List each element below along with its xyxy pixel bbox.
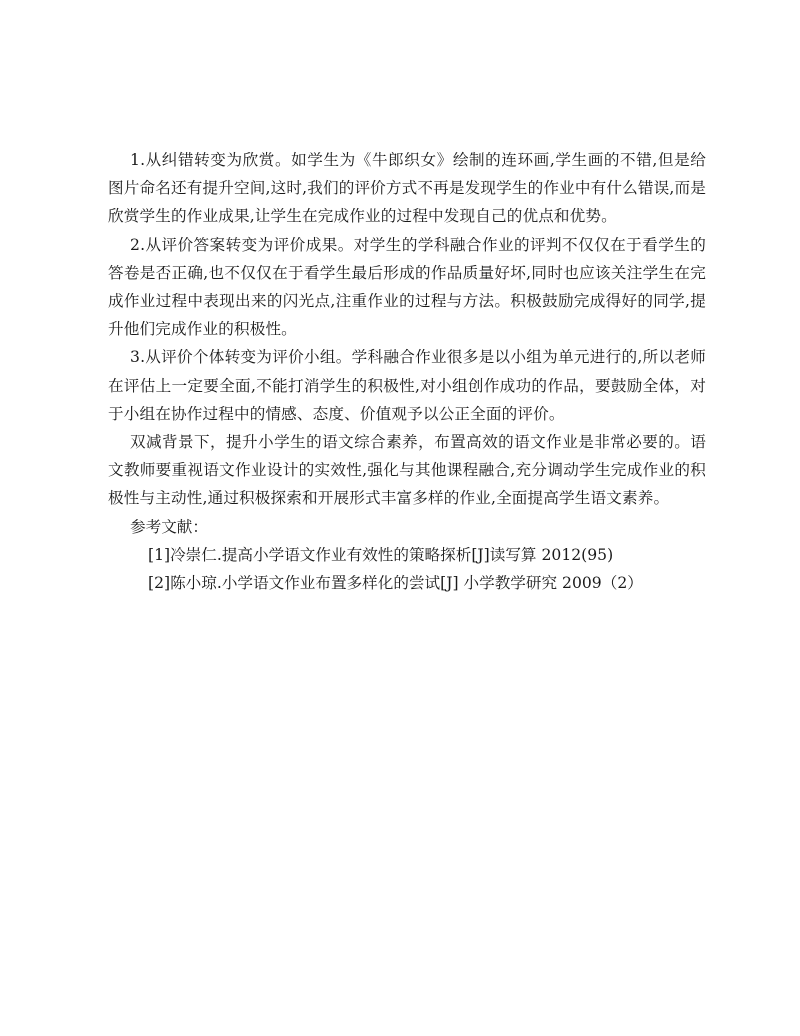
- document-body: [108, 146, 706, 597]
- paragraph-4: 双减背景下，提升小学生的语文综合素养，布置高效的语文作业是非常必要的。语文教师要重视语文作业设计的实效性,强化与其他课程融合,充分调动学生完成作业的积极性与主动性,通过积极探索和开展形式丰富多样的作业,全面提高学生语文素养。: [108, 433, 706, 508]
- references-title: 参考文献：: [130, 517, 208, 536]
- reference-item-1: [1]冷崇仁.提高小学语文作业有效性的策略探析[J]读写算 2012(95): [148, 545, 614, 564]
- paragraph-1: 1.从纠错转变为欣赏。如学生为《牛郎织女》绘制的连环画,学生画的不错,但是给图片命名还有提升空间,这时,我们的评价方式不再是发现学生的作业中有什么错误,而是欣赏学生的作业成果,让学生在完成作业的过程中发现自己的优点和优势。: [108, 151, 706, 226]
- paragraph-2: 2.从评价答案转变为评价成果。对学生的学科融合作业的评判不仅仅在于看学生的答卷是否正确,也不仅仅在于看学生最后形成的作品质量好坏,同时也应该关注学生在完成作业过程中表现出来的闪光点,注重作业的过程与方法。积极鼓励完成得好的同学,提升他们完成作业的积极性。: [108, 235, 706, 339]
- paragraph-3: 3.从评价个体转变为评价小组。学科融合作业很多是以小组为单元进行的,所以老师在评估上一定要全面,不能打消学生的积极性,对小组创作成功的作品，要鼓励全体，对于小组在协作过程中的情感、态度、价值观予以公正全面的评价。: [108, 348, 706, 423]
- reference-item-2: [2]陈小琼.小学语文作业布置多样化的尝试[J] 小学教学研究 2009（2）: [148, 574, 643, 593]
